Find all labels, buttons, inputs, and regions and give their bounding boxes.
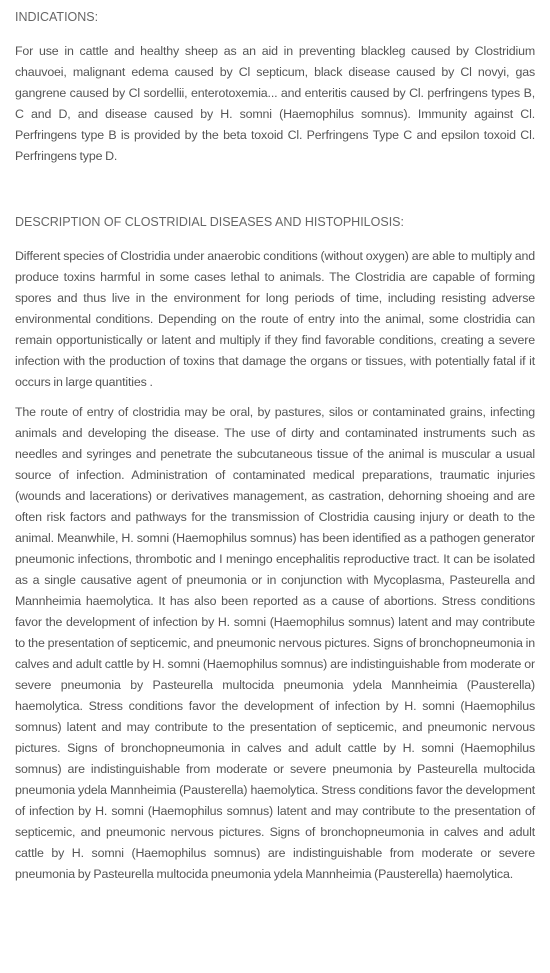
description-heading: DESCRIPTION OF CLOSTRIDIAL DISEASES AND HISTOPHILOSIS: bbox=[15, 215, 404, 229]
indications-heading: INDICATIONS: bbox=[15, 10, 99, 24]
description-paragraph-2: The route of entry of clostridia may be oral, by pastures, silos or contaminated grains, infecting animals and developing the disease. The use of dirty and contaminated instruments such as needles and syringes and penetrate the subcutaneous tissue of the animal is muscular a usual source of infection. Administration of contaminated medical preparations, traumatic injuries (wounds and lacerations) or derivatives management, as castration, dehorning shoeing and are often risk factors and pathways for the transmission of Clostridia causing injury or death to the animal. Meanwhile, H. somni (Haemophilus somnus) has been identified as a pathogen generator pneumonic infections, thrombotic and I meningo encephalitis reproductive tract. It can be isolated as a single causative agent of pneumonia or in conjunction with Mycoplasma, Pasteurella and Mannheimia haemolytica. It has also been reported as a cause of abortions. Stress conditions favor the development of infection by H. somni (Haemophilus somnus) latent and may contribute to the presentation of septicemic, and pneumonic nervous pictures. Signs of bronchopneumonia in calves and adult cattle by H. somni (Haemophilus somnus) are indistinguishable from moderate or severe pneumonia by Pasteurella multocida pneumonia ydela Mannheimia (Pausterella) haemolytica. Stress conditions favor the development of infection by H. somni (Haemophilus somnus) latent and may contribute to the presentation of septicemic, and pneumonic nervous pictures. Signs of bronchopneumonia in calves and adult cattle by H. somni (Haemophilus somnus) are indistinguishable from moderate or severe pneumonia by Pasteurella multocida pneumonia ydela Mannheimia (Pausterella) haemolytica. Stress conditions favor the development of infection by H. somni (Haemophilus somnus) latent and may contribute to the presentation of septicemic, and pneumonic nervous pictures. Signs of bronchopneumonia in calves and adult cattle by H. somni (Haemophilus somnus) are indistinguishable from moderate or severe pneumonia by Pasteurella multocida pneumonia ydela Mannheimia (Pausterella) haemolytica. bbox=[15, 405, 535, 881]
description-paragraph-1: Different species of Clostridia under anaerobic conditions (without oxygen) are able to multiply and produce toxins harmful in some cases lethal to animals. The Clostridia are capable of forming spores and thus live in the environment for long periods of time, including resisting adverse environmental conditions. Depending on the route of entry into the animal, some clostridia can remain opportunistically or latent and multiply if they find favorable conditions, creating a severe infection with the production of toxins that damage the organs or tissues, with potentially fatal if it occurs in large quantities . bbox=[15, 249, 535, 389]
indications-paragraph: For use in cattle and healthy sheep as an aid in preventing blackleg caused by Clostridium chauvoei, malignant edema caused by Cl septicum, black disease caused by Cl novyi, gas gangrene caused by Cl sordellii, enterotoxemia... and enteritis caused by Cl. perfringens types B, C and D, and disease caused by H. somni (Haemophilus somnus). Immunity against Cl. Perfringens type B is provided by the beta toxoid Cl. Perfringens Type C and epsilon toxoid Cl. Perfringens type D. bbox=[15, 44, 535, 163]
description-section bbox=[15, 215, 535, 885]
indications-section bbox=[15, 0, 535, 167]
